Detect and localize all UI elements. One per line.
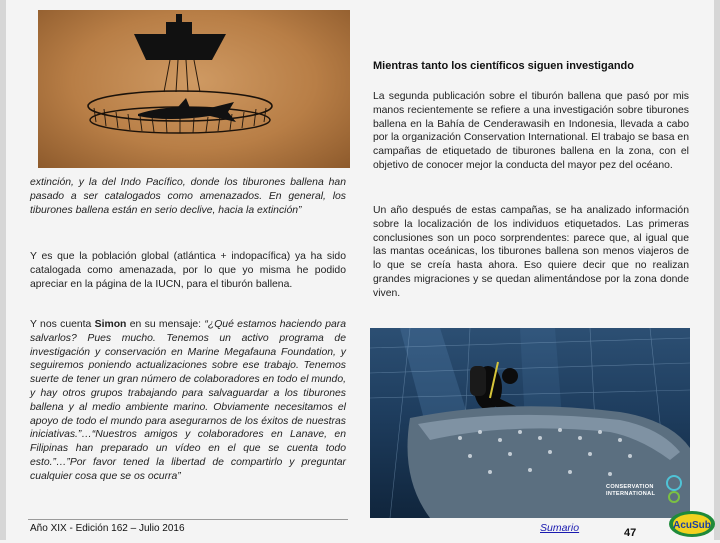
right-paragraph-1: La segunda publicación sobre el tiburón ballena que pasó por mis manos recientemente se refiere a una investigación sobre tiburones ballena en la Bahía de Cenderawasih en Indonesia, llevada a cabo por la organización Conservation International. El trabajo se basa en campañas de etiquetado de tiburones ballena en la zona, con el objetivo de conocer mejor la conducta del mayor pez del océano. bbox=[373, 91, 689, 171]
left-paragraph-2: Y es que la población global (atlántica + indopacífica) ya ha sido catalogada como amenazada, por lo que yo misma he podido apreciar en la página de la IUCN, para el tiburón ballena. bbox=[30, 251, 346, 290]
whale-shark-illustration bbox=[38, 10, 350, 168]
conservation-international-logo bbox=[606, 484, 686, 497]
quote-text: “¿Qué estamos haciendo para salvarlos? Pues mucho. Tenemos un activo programa de investigación y conservación en Marine Megafauna Foundation, y seguiremos poniendo actualizaciones sobre ese trabajo. Tenemos suerte de tener un gran número de colaboradores en todo el mundo, y hay otros grupos trabajando para salvaguardar a los tiburones ballena y al medio ambiente marino. Obviamente necesitamos el apoyo de todo el mundo para asegurarnos de los éxitos de nuestras iniciativas.”…“Nuestros amigos y colaboradores en Lanave, en Filipinas han preparado un vídeo en el que se cuenta todo esto.”…”Por favor tened la libertad de compartirlo y preguntar cualquier cosa que se os ocurra” bbox=[30, 319, 347, 482]
sumario-link[interactable]: Sumario bbox=[540, 522, 580, 534]
left-paragraph-1: extinción, y la del Indo Pacífico, donde los tiburones ballena han pasado a ser catalogados como amenazados. En general, los tiburones ballena están en serio declive, hacia la extinción” bbox=[30, 177, 346, 216]
logo-line-2: INTERNATIONAL bbox=[606, 490, 656, 497]
acusub-logo bbox=[668, 508, 716, 538]
quote-intro-tail: en su mensaje: bbox=[129, 319, 202, 330]
page-edge-left bbox=[0, 0, 6, 540]
footer-divider bbox=[28, 519, 348, 520]
section-title: Mientras tanto los científicos siguen investigando bbox=[373, 60, 634, 72]
footer-edition: Año XIX - Edición 162 – Julio 2016 bbox=[30, 523, 185, 534]
right-paragraph-2: Un año después de estas campañas, se ha analizado información sobre la localización de los individuos etiquetados. Las primeras conclusiones son un poco sorprendentes: parece que, al igual que las mantas oceánicas, los tiburones ballena son menos viajeros de lo que se creía hasta ahora. Eso quiere decir que no realizan grandes migraciones y se quedan alimentándose por la zona donde viven. bbox=[373, 205, 689, 299]
quote-author-name: Simon bbox=[94, 319, 127, 330]
logo-line-1: CONSERVATION bbox=[606, 484, 654, 490]
acusub-logo-text: AcuSub bbox=[673, 520, 711, 531]
left-paragraph-3 bbox=[30, 318, 346, 484]
quote-intro: Y nos cuenta bbox=[30, 319, 92, 330]
page-edge-right bbox=[714, 0, 720, 540]
page-number: 47 bbox=[624, 527, 637, 539]
